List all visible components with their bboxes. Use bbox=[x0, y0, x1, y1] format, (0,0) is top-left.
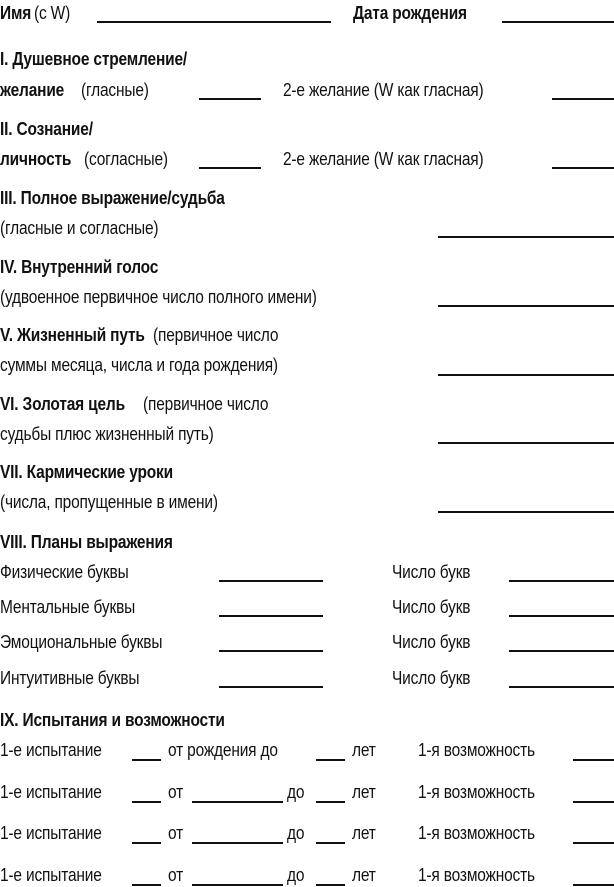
name-label: Имя bbox=[0, 3, 32, 23]
section-2-rest: (согласные) bbox=[84, 149, 168, 169]
opportunity-field[interactable] bbox=[573, 884, 614, 886]
opportunity-label: 1-я возможность bbox=[418, 865, 535, 885]
dob-field[interactable] bbox=[502, 21, 614, 23]
from-age-field[interactable] bbox=[192, 801, 283, 803]
section-7-sub: (числа, пропущенные в имени) bbox=[0, 492, 218, 512]
section-6-bold: VI. Золотая цель bbox=[0, 394, 125, 414]
section-2-second: 2-е желание (W как гласная) bbox=[283, 149, 484, 169]
letter-count-label: Число букв bbox=[392, 668, 471, 688]
years-label: лет bbox=[352, 782, 376, 802]
from-age-field[interactable] bbox=[192, 884, 283, 886]
section-8-title: VIII. Планы выражения bbox=[0, 532, 173, 552]
section-1-rest: (гласные) bbox=[81, 80, 149, 100]
plane-label: Эмоциональные буквы bbox=[0, 632, 163, 652]
opportunity-field[interactable] bbox=[573, 759, 614, 761]
challenge-field[interactable] bbox=[132, 801, 161, 803]
section-3-title: III. Полное выражение/судьба bbox=[0, 188, 225, 208]
plane-field[interactable] bbox=[219, 650, 323, 652]
years-label: лет bbox=[352, 865, 376, 885]
dob-label: Дата рождения bbox=[353, 3, 467, 23]
from-age-field[interactable] bbox=[192, 842, 283, 844]
section-4-sub: (удвоенное первичное число полного имени) bbox=[0, 287, 317, 307]
challenge-label: 1-е испытание bbox=[0, 740, 102, 760]
challenge-label: 1-е испытание bbox=[0, 865, 102, 885]
age-field[interactable] bbox=[316, 801, 345, 803]
opportunity-label: 1-я возможность bbox=[418, 823, 535, 843]
challenge-label: 1-е испытание bbox=[0, 782, 102, 802]
plane-label: Ментальные буквы bbox=[0, 597, 136, 617]
years-label: лет bbox=[352, 823, 376, 843]
age-field[interactable] bbox=[316, 842, 345, 844]
plane-field[interactable] bbox=[219, 615, 323, 617]
expression-field[interactable] bbox=[438, 236, 614, 238]
section-1-bold: желание bbox=[0, 80, 65, 100]
from-label: от bbox=[168, 782, 184, 802]
challenge-field[interactable] bbox=[132, 759, 161, 761]
section-5-sub: суммы месяца, числа и года рождения) bbox=[0, 355, 278, 375]
letter-count-field[interactable] bbox=[509, 615, 614, 617]
from-label: от bbox=[168, 865, 184, 885]
section-6-sub: судьбы плюс жизненный путь) bbox=[0, 424, 214, 444]
section-2-title: II. Сознание/ bbox=[0, 119, 93, 139]
personality-field[interactable] bbox=[199, 167, 261, 169]
letter-count-field[interactable] bbox=[509, 686, 614, 688]
section-1-second: 2-е желание (W как гласная) bbox=[283, 80, 484, 100]
letter-count-field[interactable] bbox=[509, 650, 614, 652]
second-urge-field[interactable] bbox=[552, 98, 614, 100]
opportunity-label: 1-я возможность bbox=[418, 740, 535, 760]
section-9-title: IX. Испытания и возможности bbox=[0, 710, 225, 730]
section-1-title: I. Душевное стремление/ bbox=[0, 49, 188, 69]
section-6-rest: (первичное число bbox=[143, 394, 269, 414]
opportunity-field[interactable] bbox=[573, 842, 614, 844]
letter-count-label: Число букв bbox=[392, 562, 471, 582]
from-label: от рождения до bbox=[168, 740, 278, 760]
karmic-lessons-field[interactable] bbox=[438, 511, 614, 513]
challenge-field[interactable] bbox=[132, 842, 161, 844]
age-field[interactable] bbox=[316, 884, 345, 886]
to-label: до bbox=[287, 782, 305, 802]
from-label: от bbox=[168, 823, 184, 843]
section-2-bold: личность bbox=[0, 149, 72, 169]
golden-goal-field[interactable] bbox=[438, 442, 614, 444]
plane-label: Интуитивные буквы bbox=[0, 668, 140, 688]
to-label: до bbox=[287, 865, 305, 885]
name-field[interactable] bbox=[97, 21, 331, 23]
inner-voice-field[interactable] bbox=[438, 305, 614, 307]
second-personality-field[interactable] bbox=[552, 167, 614, 169]
age-field[interactable] bbox=[316, 759, 345, 761]
section-5-bold: V. Жизненный путь bbox=[0, 325, 145, 345]
years-label: лет bbox=[352, 740, 376, 760]
letter-count-field[interactable] bbox=[509, 580, 614, 582]
letter-count-label: Число букв bbox=[392, 632, 471, 652]
life-path-field[interactable] bbox=[438, 374, 614, 376]
plane-field[interactable] bbox=[219, 580, 323, 582]
name-note: (с W) bbox=[34, 3, 71, 23]
challenge-label: 1-е испытание bbox=[0, 823, 102, 843]
plane-label: Физические буквы bbox=[0, 562, 129, 582]
to-label: до bbox=[287, 823, 305, 843]
letter-count-label: Число букв bbox=[392, 597, 471, 617]
section-4-title: IV. Внутренний голос bbox=[0, 257, 159, 277]
challenge-field[interactable] bbox=[132, 884, 161, 886]
section-5-rest: (первичное число bbox=[153, 325, 279, 345]
section-3-sub: (гласные и согласные) bbox=[0, 218, 159, 238]
plane-field[interactable] bbox=[219, 686, 323, 688]
opportunity-label: 1-я возможность bbox=[418, 782, 535, 802]
soul-urge-field[interactable] bbox=[199, 98, 261, 100]
opportunity-field[interactable] bbox=[573, 801, 614, 803]
section-7-title: VII. Кармические уроки bbox=[0, 462, 173, 482]
